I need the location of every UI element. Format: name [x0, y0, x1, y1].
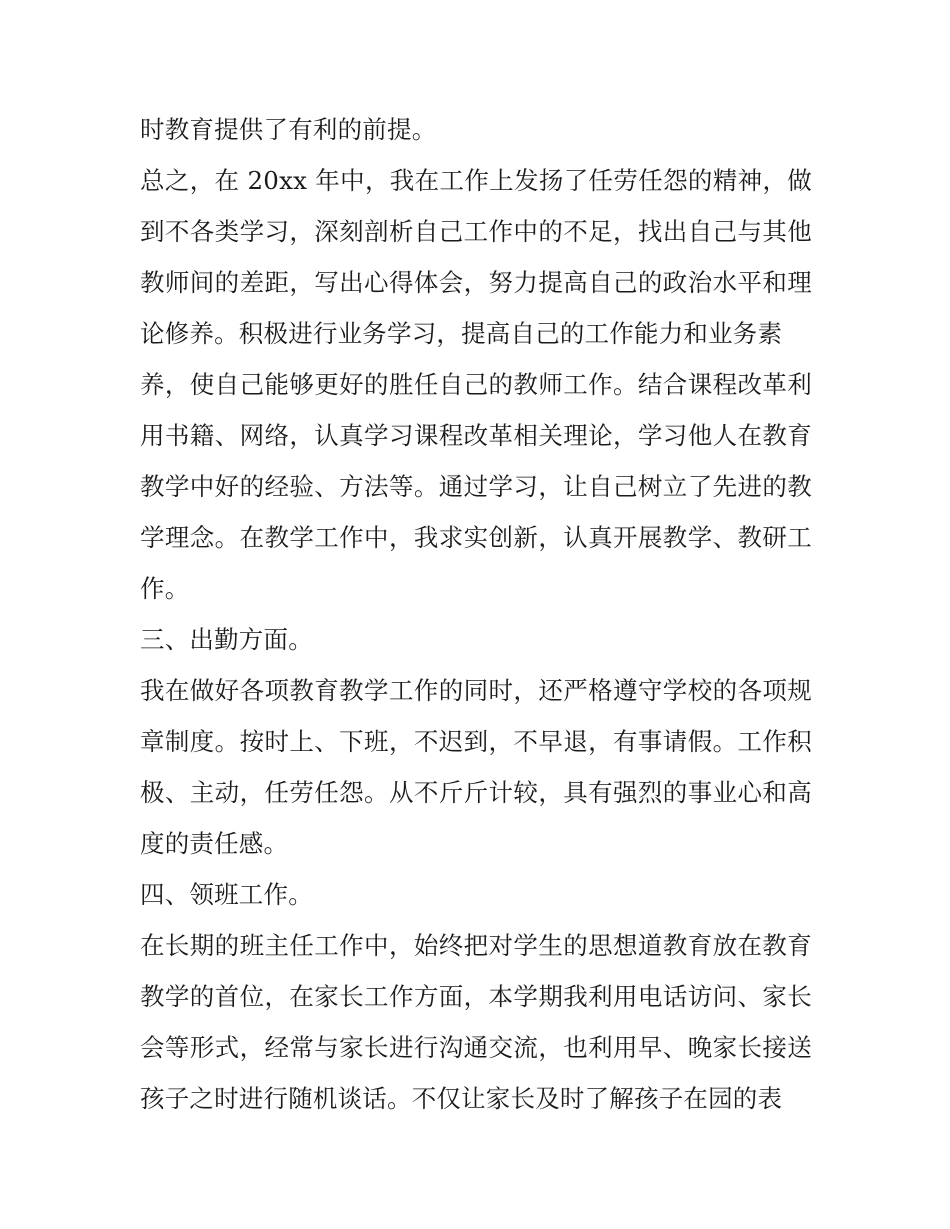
section-heading: 三、出勤方面。 — [140, 625, 313, 654]
text-line: 作。 — [140, 574, 190, 603]
text-line: 总之，在 20xx 年中，我在工作上发扬了任劳任怨的精神，做 — [140, 166, 812, 195]
text-line: 极、主动，任劳任怨。从不斤斤计较，具有强烈的事业心和高 — [140, 778, 812, 807]
text-line: 时教育提供了有利的前提。 — [140, 115, 437, 144]
text-line: 在长期的班主任工作中，始终把对学生的思想道教育放在教育 — [140, 931, 812, 960]
text-line: 我在做好各项教育教学工作的同时，还严格遵守学校的各项规 — [140, 676, 812, 705]
text-line: 度的责任感。 — [140, 829, 289, 858]
text-line: 章制度。按时上、下班，不迟到，不早退，有事请假。工作积 — [140, 727, 812, 756]
text-line: 到不各类学习，深刻剖析自己工作中的不足，找出自己与其他 — [140, 217, 812, 246]
text-line: 用书籍、网络，认真学习课程改革相关理论，学习他人在教育 — [140, 421, 812, 450]
text-line: 会等形式，经常与家长进行沟通交流，也利用早、晚家长接送 — [140, 1033, 812, 1062]
text-line: 论修养。积极进行业务学习，提高自己的工作能力和业务素 — [140, 319, 783, 348]
text-line: 教学的首位，在家长工作方面，本学期我利用电话访问、家长 — [140, 982, 812, 1011]
text-line: 学理念。在教学工作中，我求实创新，认真开展教学、教研工 — [140, 523, 812, 552]
text-line: 养，使自己能够更好的胜任自己的教师工作。结合课程改革利 — [140, 370, 812, 399]
text-line: 孩子之时进行随机谈话。不仅让家长及时了解孩子在园的表 — [140, 1084, 783, 1113]
section-heading: 四、领班工作。 — [140, 880, 313, 909]
text-line: 教学中好的经验、方法等。通过学习，让自己树立了先进的教 — [140, 472, 812, 501]
body-text — [140, 104, 812, 1124]
text-line: 教师间的差距，写出心得体会，努力提高自己的政治水平和理 — [140, 268, 812, 297]
